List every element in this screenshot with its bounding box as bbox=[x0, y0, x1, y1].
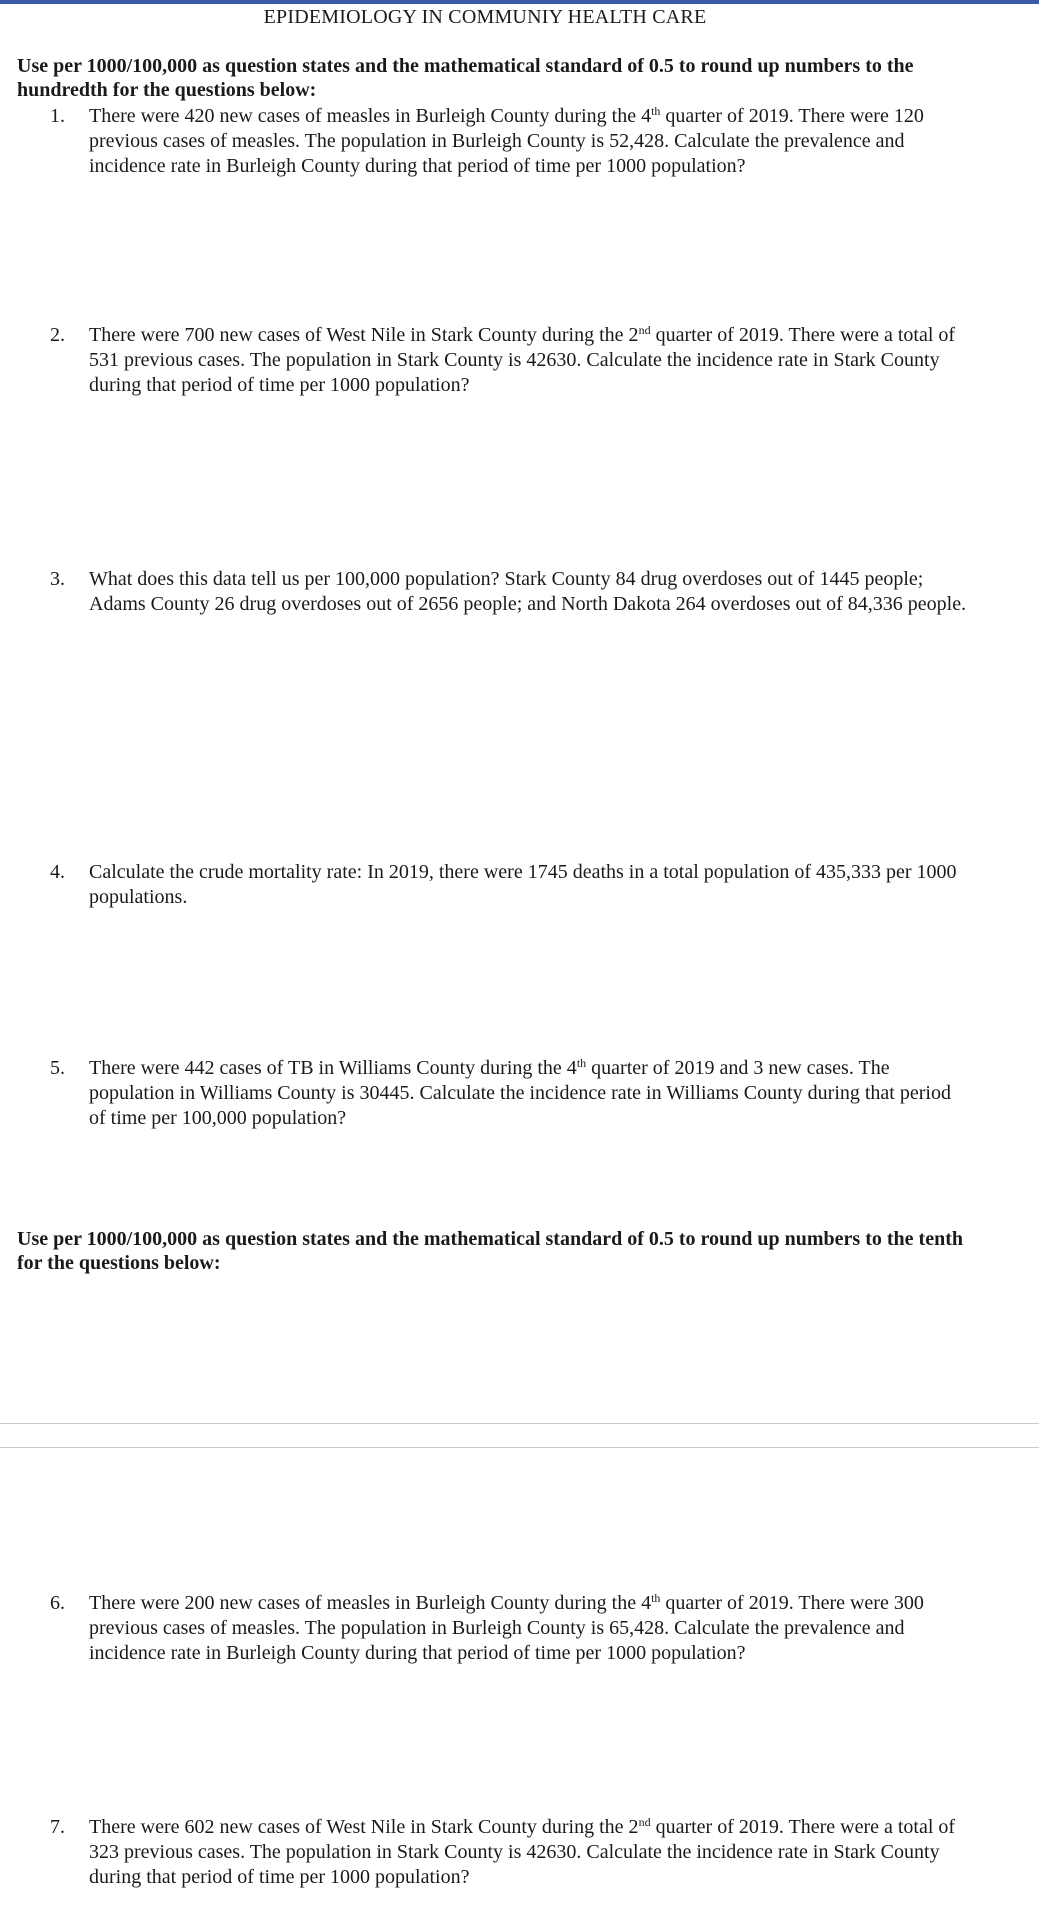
question-text: There were 200 new cases of measles in Burleigh County during the 4th quarter of 2019. There were 300 previous cases of measles. The population in Burleigh County is 65,428. Calculate the prevalence and incidence rate in Burleigh County during that period of time per 1000 population? bbox=[89, 1591, 924, 1664]
question-4 bbox=[50, 860, 970, 910]
question-text: Calculate the crude mortality rate: In 2019, there were 1745 deaths in a total population of 435,333 per 1000 populations. bbox=[89, 861, 957, 908]
question-text: There were 442 cases of TB in Williams County during the 4th quarter of 2019 and 3 new cases. The population in Williams County is 30445. Calculate the incidence rate in Williams County during that period of time per 100,000 population? bbox=[89, 1056, 951, 1129]
question-2 bbox=[50, 323, 970, 398]
window-top-bar bbox=[0, 0, 1039, 4]
question-text: There were 700 new cases of West Nile in Stark County during the 2nd quarter of 2019. There were a total of 531 previous cases. The population in Stark County is 42630. Calculate the incidence rate in Stark County during that period of time per 1000 population? bbox=[89, 323, 956, 396]
instructions-hundredth: Use per 1000/100,000 as question states and the mathematical standard of 0.5 to round up numbers to the hundredth for the questions below: bbox=[17, 55, 914, 101]
page-separator bbox=[0, 1447, 1039, 1448]
question-3 bbox=[50, 567, 970, 617]
question-number: 3. bbox=[50, 568, 65, 590]
question-7 bbox=[50, 1815, 970, 1890]
question-number: 2. bbox=[50, 324, 65, 346]
question-6 bbox=[50, 1591, 970, 1666]
question-number: 5. bbox=[50, 1057, 65, 1079]
question-number: 4. bbox=[50, 861, 65, 883]
question-text: What does this data tell us per 100,000 population? Stark County 84 drug overdoses out of 1445 people; Adams County 26 drug overdoses out of 2656 people; and North Dakota 264 overdoses out of 84,336 people. bbox=[89, 568, 967, 615]
question-5 bbox=[50, 1056, 970, 1131]
question-number: 1. bbox=[50, 105, 65, 127]
question-number: 6. bbox=[50, 1592, 65, 1614]
question-text: There were 602 new cases of West Nile in Stark County during the 2nd quarter of 2019. There were a total of 323 previous cases. The population in Stark County is 42630. Calculate the incidence rate in Stark County during that period of time per 1000 population? bbox=[89, 1815, 956, 1888]
document-title: EPIDEMIOLOGY IN COMMUNIY HEALTH CARE bbox=[263, 6, 707, 28]
question-text: There were 420 new cases of measles in Burleigh County during the 4th quarter of 2019. There were 120 previous cases of measles. The population in Burleigh County is 52,428. Calculate the prevalence and incidence rate in Burleigh County during that period of time per 1000 population? bbox=[89, 104, 924, 177]
page-separator bbox=[0, 1423, 1039, 1424]
question-number: 7. bbox=[50, 1816, 65, 1838]
question-1 bbox=[50, 104, 970, 179]
instructions-tenth: Use per 1000/100,000 as question states and the mathematical standard of 0.5 to round up numbers to the tenth for the questions below: bbox=[17, 1228, 963, 1274]
